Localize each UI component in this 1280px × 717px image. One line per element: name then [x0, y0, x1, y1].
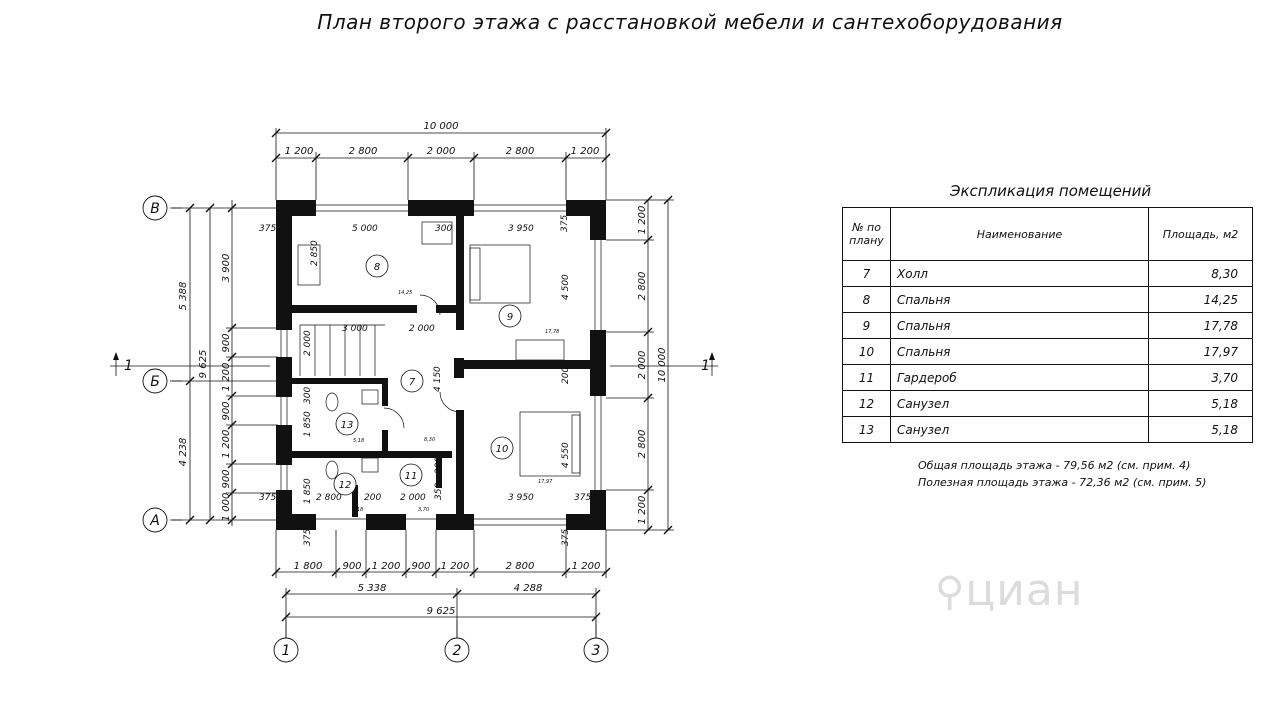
row-no: 7: [843, 261, 891, 287]
dim-right: 1 200: [637, 205, 648, 235]
row-no: 8: [843, 287, 891, 313]
room-area-9: 17,78: [545, 329, 560, 335]
row-no: 12: [843, 391, 891, 417]
dim-interior: 375: [560, 214, 570, 232]
dim-interior: 300: [435, 224, 453, 234]
dim-left-inner: 900: [221, 469, 232, 489]
room-area-11: 3,70: [418, 507, 430, 513]
dim-interior: 2 000: [303, 330, 313, 356]
dim-top: 2 800: [505, 146, 535, 157]
row-name: Холл: [891, 261, 1149, 287]
room-number-7: 7: [408, 377, 416, 388]
dim-interior: 2 850: [310, 240, 320, 266]
axis-label-v: В: [150, 201, 160, 217]
row-area: 17,78: [1149, 313, 1253, 339]
axis-label-3: 3: [591, 643, 601, 659]
row-area: 5,18: [1149, 417, 1253, 443]
room-number-12: 12: [338, 480, 352, 491]
total-area-note: Общая площадь этажа - 79,56 м2 (см. прим. 4): [918, 459, 1191, 472]
explication-table: [842, 207, 1253, 443]
dim-left-inner: 900: [221, 333, 232, 353]
dim-bottom: 2 800: [505, 561, 535, 572]
row-name: Санузел: [891, 391, 1149, 417]
dim-left-outer: 9 625: [198, 349, 209, 379]
dim-left-outer: 5 388: [178, 281, 189, 311]
watermark-text: циан: [965, 565, 1084, 616]
dim-top: 1 200: [284, 146, 314, 157]
dim-interior: 375: [561, 528, 571, 546]
table-row: [843, 339, 1253, 365]
section-label-left: 1: [124, 358, 133, 374]
row-no: 10: [843, 339, 891, 365]
dim-interior: 2 000: [400, 493, 426, 503]
dim-interior: 375: [259, 493, 277, 503]
row-area: 5,18: [1149, 391, 1253, 417]
row-name: Спальня: [891, 313, 1149, 339]
dim-interior: 5 000: [352, 224, 378, 234]
row-name: Спальня: [891, 339, 1149, 365]
dim-interior: 375: [574, 493, 592, 503]
room-area-8: 14,25: [398, 290, 413, 296]
row-area: 3,70: [1149, 365, 1253, 391]
explication-title: Экспликация помещений: [950, 182, 1152, 200]
watermark-pin-icon: ⚲: [935, 569, 966, 615]
dim-top: 1 200: [570, 146, 600, 157]
drawing-title: План второго этажа с расстановкой мебели и сантехоборудования: [317, 10, 1063, 34]
table-row: [843, 391, 1253, 417]
dim-interior: 200: [434, 456, 444, 474]
dim-left-inner: 3 900: [221, 253, 232, 283]
dim-interior: 4 500: [561, 274, 571, 300]
walls: [276, 200, 606, 530]
dim-interior: 200: [364, 493, 382, 503]
dim-interior: 3 000: [342, 324, 368, 334]
dim-right: 1 200: [637, 495, 648, 525]
row-name: Спальня: [891, 287, 1149, 313]
room-area-10: 17,97: [538, 479, 553, 485]
dim-interior: 3 950: [508, 493, 534, 503]
dim-interior: 375: [259, 224, 277, 234]
section-label-right: 1: [701, 358, 710, 374]
axis-label-a: А: [150, 513, 160, 529]
dim-bottom-axis: 4 288: [513, 583, 543, 594]
dim-top: 2 800: [348, 146, 378, 157]
axis-label-b: Б: [150, 374, 160, 390]
dim-interior: 3 950: [508, 224, 534, 234]
watermark-logo: [935, 565, 1084, 616]
dim-interior: 300: [303, 386, 313, 404]
dim-interior: 2 800: [316, 493, 342, 503]
dim-top: 2 000: [426, 146, 456, 157]
dim-interior: 375: [303, 528, 313, 546]
row-area: 14,25: [1149, 287, 1253, 313]
row-name: Санузел: [891, 417, 1149, 443]
dim-bottom-total: 9 625: [426, 606, 456, 617]
dim-right: 2 800: [637, 429, 648, 459]
axis-label-2: 2: [452, 643, 462, 659]
room-area-7: 8,30: [424, 437, 436, 443]
room-number-10: 10: [495, 444, 509, 455]
dim-right: 2 000: [637, 350, 648, 380]
dim-left-inner: 900: [221, 401, 232, 421]
dim-bottom-axis: 5 338: [357, 583, 387, 594]
row-name: Гардероб: [891, 365, 1149, 391]
dim-left-inner: 1 200: [221, 429, 232, 459]
dim-bottom: 1 200: [371, 561, 401, 572]
dim-left-inner: 1 200: [221, 362, 232, 392]
table-row: [843, 365, 1253, 391]
dim-left-inner: 1 000: [221, 492, 232, 522]
furniture: [298, 222, 580, 479]
dim-left-outer: 4 238: [178, 437, 189, 467]
table-row: [843, 313, 1253, 339]
dim-right-total: 10 000: [657, 347, 668, 383]
dim-interior: 350: [434, 482, 444, 500]
table-header-row: [843, 208, 1253, 261]
row-no: 11: [843, 365, 891, 391]
room-number-11: 11: [404, 471, 418, 482]
table-row: [843, 287, 1253, 313]
room-area-13: 5,18: [353, 438, 365, 444]
dim-interior: 200: [561, 366, 571, 384]
dim-interior: 1 850: [303, 411, 313, 437]
header-name: Наименование: [891, 208, 1149, 261]
dim-bottom: 1 200: [571, 561, 601, 572]
axis-label-1: 1: [281, 643, 291, 659]
dim-interior: 4 550: [561, 442, 571, 468]
row-no: 9: [843, 313, 891, 339]
room-number-13: 13: [340, 420, 354, 431]
row-no: 13: [843, 417, 891, 443]
dim-bottom: 1 800: [293, 561, 323, 572]
table-row: [843, 417, 1253, 443]
dim-bottom: 900: [342, 561, 362, 572]
dim-bottom: 1 200: [440, 561, 470, 572]
header-no: № по плану: [843, 208, 891, 261]
room-area-12: 5,18: [352, 507, 364, 513]
dim-top-total: 10 000: [423, 121, 459, 132]
row-area: 17,97: [1149, 339, 1253, 365]
room-number-9: 9: [506, 312, 514, 323]
dim-interior: 1 850: [303, 478, 313, 504]
table-row: [843, 261, 1253, 287]
header-area: Площадь, м2: [1149, 208, 1253, 261]
room-number-8: 8: [373, 262, 381, 273]
dim-interior: 4 150: [433, 366, 443, 392]
useful-area-note: Полезная площадь этажа - 72,36 м2 (см. прим. 5): [918, 476, 1207, 489]
dim-right: 2 800: [637, 271, 648, 301]
dim-interior: 2 000: [409, 324, 435, 334]
dim-bottom: 900: [411, 561, 431, 572]
row-area: 8,30: [1149, 261, 1253, 287]
